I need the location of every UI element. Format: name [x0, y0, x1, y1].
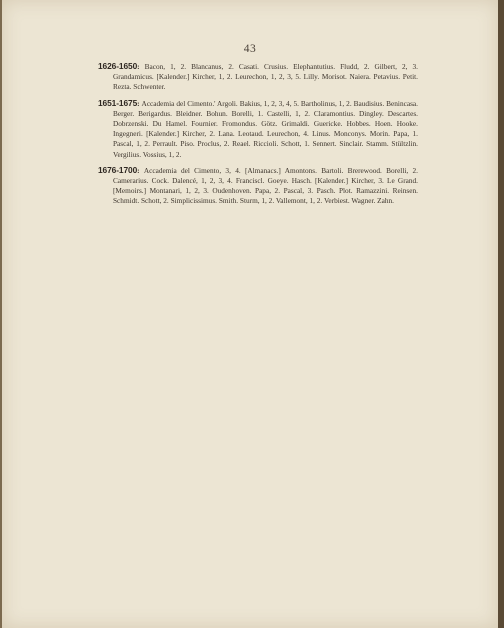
period-separator: :	[137, 165, 144, 175]
period-heading: 1676-1700	[98, 164, 138, 175]
period-entry-1651-1675	[98, 98, 418, 160]
period-entry-1626-1650	[98, 61, 418, 93]
page-number: 43	[243, 43, 257, 55]
author-list: Accademia del Cimento.' Argoli. Bakius, 1, 2, 3, 4, 5. Bartholinus, 1, 2. Baudisius. Benincasa. Berger. Berigardus. Bleidner. Bohun. Borelli, 1. Castelli, 1, 2. Claramontius. Dingley. Descartes. Dobrzenski. Du Hamel. Fournier. Fromondus. Götz. Grimaldi. Guericke. Hobbes. Hoen. Hooke. Ingegneri. [Kalender.] Kircher, 2. Lana. Leotaud. Leurechon, 4. Linus. Monconys. Morin. Papa, 1. Pascal, 1, 2. Perrault. Piso. Proclus, 2. Reael. Riccioli. Schott, 1. Sennert. Sinclair. Stamm. Stültzlin. Vergilius. Vossius, 1, 2.	[113, 98, 418, 159]
period-heading: 1626-1650	[98, 61, 138, 71]
bibliography-index	[98, 61, 418, 212]
author-list: Bacon, 1, 2. Blancanus, 2. Casati. Crusius. Elephantutius. Fludd, 2. Gilbert, 2, 3. Grandamicus. [Kalender.] Kircher, 1, 2. Leurechon, 1, 2, 3, 5. Lilly. Morisot. Naiera. Petavius. Petit. Rezta. Schwenter.	[113, 62, 418, 92]
period-separator: :	[137, 62, 145, 71]
period-heading: 1651-1675	[98, 97, 138, 108]
author-list: Accademia del Cimento, 3, 4. [Almanacs.] Amontons. Bartoli. Brerewood. Borelli, 2. Camerarius. Cock. Dalencé, 1, 2, 3, 4. Franciscl. Goeye. Hasch. [Kalender.] Kircher, 3. Le Grand. [Memoirs.] Montanari, 1, 2, 3. Oudenhoven. Papa, 2. Pascal, 3. Pasch. Plot. Ramazzini. Reinsen. Schmidt. Schott, 2. Simplicissimus. Smith. Sturm, 1, 2. Vallemont, 1, 2. Verbiest. Wagner. Zahn.	[113, 165, 418, 206]
period-separator: :	[137, 98, 142, 108]
book-page	[2, 0, 498, 628]
page-edge	[498, 0, 504, 628]
period-entry-1676-1700	[98, 165, 418, 207]
